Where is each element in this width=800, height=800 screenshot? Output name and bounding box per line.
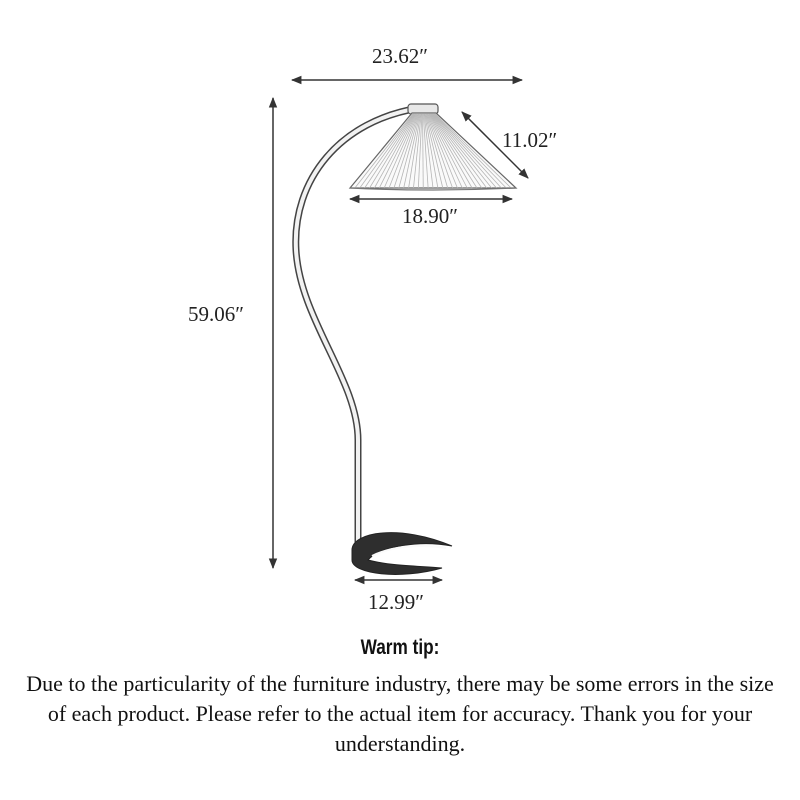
base-width-label: 12.99″ [368, 590, 424, 614]
warm-tip-body: Due to the particularity of the furniture industry, there may be some errors in the size of each product. Please refer to the actual item for accuracy. Thank you for your understanding. [26, 671, 774, 756]
shade-width-label: 18.90″ [402, 204, 458, 228]
overall-width-label: 23.62″ [372, 44, 428, 68]
height-label: 59.06″ [188, 302, 244, 326]
warm-tip-title: Warm tip: [360, 636, 440, 659]
shade-slant-label: 11.02″ [502, 128, 558, 152]
crescent-base [352, 533, 452, 575]
